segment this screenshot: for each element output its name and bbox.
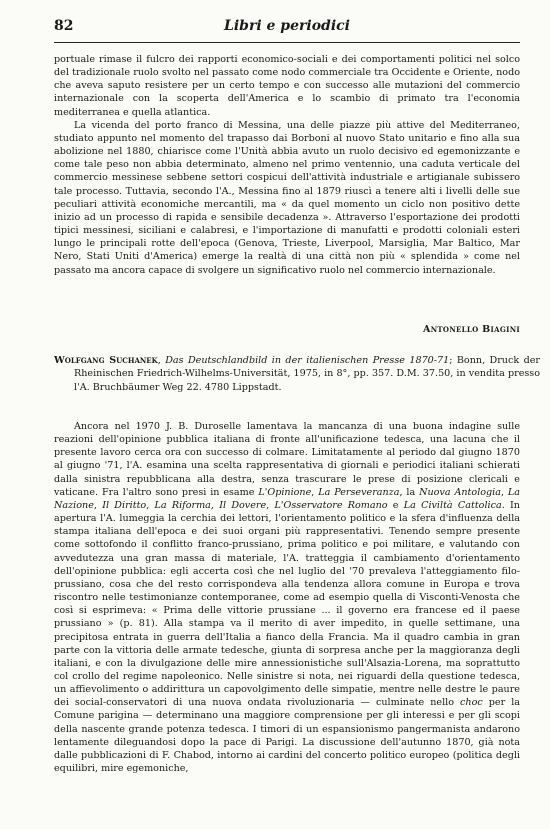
journal-title: La Riforma [154,499,211,511]
italic-term: choc [460,697,483,709]
book-title: Das Deutschlandbild in der italienischen Presse 1870-71 [165,355,450,366]
journal-title: L'Osservatore Romano [274,499,388,511]
journal-title: La Nazione [54,486,520,511]
journal-title: Il Diritto [102,499,147,511]
page-header [54,16,520,43]
previous-review-text [54,53,520,277]
running-title: Libri e periodici [224,18,350,34]
page-number: 82 [54,18,74,34]
journal-title: La Civiltà Cattolica [403,499,502,511]
paragraph: portuale rimase il fulcro dei rapporti economico-sociali e dei comportamenti politici nel solco del tradizionale ruolo svolto nel passato come nodo commerciale tra Occidente e Oriente, nodo che aveva saputo resistere per un certo tempo e con successo alle mutazioni del commercio internazionale con la scoperta dell'America e lo scambio di primato tra l'economia mediterranea e quella atlantica. [54,54,520,118]
book-author: Wolfgang Suchanek [54,355,158,366]
journal-title: Nuova Antologia [419,486,501,498]
journal-title: Il Dovere [219,499,267,511]
paragraph: Ancora nel 1970 J. B. Duroselle lamentava la mancanza di una buona indagine sulle reazioni dell'opinione pubblica italiana di fronte all'unificazione tedesca, una lacuna che il presente lavoro cerca ora con successo di colmare. Limitatamente al periodo dal giugno 1870 al giugno '71, l'A. esamina una scelta rappresentativa di giornali e periodici italiani schierati dalla sinistra repubblicana alla destra, senza trascurare le prese di posizione clericali e vaticane. Fra l'altro sono presi in esame L'Opinione, La Perseveranza, la Nuova Antologia, La Nazione, Il Diritto, La Riforma, Il Dovere, L'Osservatore Romano e La Civiltà Cattolica. In apertura l'A. lumeggia la cerchia dei lettori, l'orientamento politico e la sfera d'influenza della stampa italiana dell'epoca e dei suoi organi più rappresentativi. Tenendo sempre presente come sottofondo il conflitto franco-prussiano, prima politico e poi militare, e valutando con avvedutezza una gran massa di materiale, l'A. tratteggia il cambiamento d'orientamento dell'opinione pubblica: egli accerta così che nel luglio del '70 prevaleva l'atteggiamento filo-prussiano, cosa che del resto corrispondeva alla tendenza allora comune in Europa e trova riscontro nelle testimonianze contemporanee, come ad esempio quella di Visconti-Venosta che così si esprimeva: « Prima delle vittorie prussiane ... il governo era francese ed il paese prussiano » (p. 81). Alla stampa va il merito di aver impedito, in quelle settimane, una precipitosa entrata in guerra dell'Italia a fianco della Francia. Ma il quadro cambia in gran parte con la vittoria delle armate tedesche, giunta di sorpresa anche per la maggioranza degli italiani, e con la divulgazione delle mire annessionistiche sull'Alsazia-Lorena, ma soprattutto col crollo del regime napoleonico. Nelle sinistre si nota, nei riguardi della questione tedesca, un affievolimento o addirittura un capovolgimento delle simpatie, mentre nelle destre le paure dei social-conservatori di una nuova ondata rivoluzionaria — culminate nello choc per la Comune parigina — determinano una maggiore comprensione per gli interessi e per gli scopi della nascente grande potenza tedesca. I timori di un espansionismo pangermanista andarono lentamente dileguandosi dopo la pace di Parigi. La discussione dell'autunno 1870, già nota dalle pubblicazioni di F. Chabod, intorno ai cardini del concerto politico europeo (politica degli equilibri, mire egemoniche, [54,421,520,775]
review-body [54,420,520,775]
journal-title: L'Opinione [258,486,312,498]
bibliographic-entry: Wolfgang Suchanek, Das Deutschlandbild in der italienischen Presse 1870-71; Bonn, Druck der Rheinischen Friedrich-Wilhelms-Universität, 1975, in 8°, pp. 357. D.M. 37.50, in vendita presso l'A. Bruchbäumer Weg 22. 4780 Lippstadt. [54,355,540,393]
paragraph: La vicenda del porto franco di Messina, una delle piazze più attive del Mediterraneo, studiato appunto nel momento del trapasso dai Borboni al nuovo Stato unitario e fino alla sua abolizione nel 1880, chiarisce come l'Unità abbia avuto un ruolo decisivo ed egemonizzante e come tale peso non abbia determinato, almeno nel primo ventennio, una caduta verticale del commercio messinese sebbene settori cospicui dell'attività industriale e artigianale subissero tale processo. Tuttavia, secondo l'A., Messina fino al 1879 riuscì a tenere alti i livelli delle sue peculiari attività economiche mercantili, ma « da quel momento un ciclo non positivo dette inizio ad un processo di rapida e sensibile decadenza ». Attraverso l'esportazione dei prodotti tipici messinesi, siciliani e calabresi, e l'importazione di manufatti e prodotti coloniali esteri lungo le principali rotte dell'epoca (Genova, Trieste, Liverpool, Marsiglia, Mar Baltico, Mar Nero, Stati Uniti d'America) emerge la realtà di una città non più « splendida » come nel passato ma ancora capace di svolgere un significativo ruolo nel commercio internazionale. [54,119,520,276]
book-details: ; Bonn, Druck der Rheinischen Friedrich-Wilhelms-Universität, 1975, in 8°, pp. 357. D.M. 37.50, in vendita presso l'A. Bruchbäumer Weg 22. 4780 Lippstadt. [74,355,540,393]
reviewer-signature: Antonello Biagini [422,324,520,335]
journal-title: La Perseveranza [318,486,400,498]
